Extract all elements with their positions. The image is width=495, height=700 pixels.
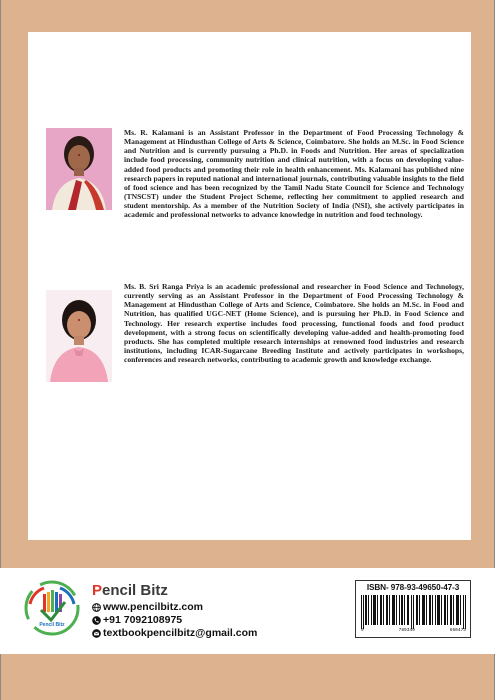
portrait-image — [46, 290, 112, 382]
email-link[interactable]: textbookpencilbitz@gmail.com — [103, 627, 258, 639]
publisher-name-initial: P — [92, 582, 103, 599]
author-photo-kalamani — [46, 128, 112, 210]
pencil-bitz-logo — [24, 580, 80, 636]
publisher-name — [92, 582, 257, 599]
publisher-footer — [0, 568, 495, 654]
phone-row — [92, 614, 257, 627]
globe-icon — [92, 603, 101, 612]
website-row — [92, 601, 257, 614]
website-link[interactable]: www.pencilbitz.com — [103, 601, 203, 613]
isbn-barcode-box — [355, 580, 471, 638]
barcode-digit-group: 650473 — [449, 628, 466, 633]
author-bio-text: Ms. B. Sri Ranga Priya is an academic professional and researcher in Food Science and Technology, currently serving as an Assistant Professor in the Department of Food Processing Technology & Management at Hindusthan College of Arts and Science, Coimbatore. She holds an M.Sc. in Food and Nutrition, has qualified UGC-NET (Home Science), and is pursuing her Ph.D. in Food Science and Technology. Her research expertise includes food processing, functional foods and food product development, with a strong focus on scientifically developing value-added and health-promoting food products. She has completed multiple research internships at renowned food industries and research institutions, including ICAR-Sugarcane Breeding Institute and actively participates in workshops, conferences and research networks, contributing to academic growth and knowledge exchange. — [124, 282, 464, 365]
phone-number[interactable]: +91 7092108975 — [103, 614, 183, 626]
phone-icon — [92, 616, 101, 625]
author-bio-panel — [28, 32, 471, 540]
barcode-image — [361, 595, 466, 629]
portrait-image — [46, 128, 112, 210]
barcode-digit-group: 789349 — [398, 628, 415, 633]
publisher-info — [92, 582, 257, 640]
email-icon — [92, 629, 101, 638]
logo-icon — [24, 580, 80, 636]
isbn-label: ISBN- 978-93-49650-47-3 — [366, 583, 460, 592]
author-photo-sri-ranga-priya — [46, 290, 112, 382]
barcode-digits — [361, 628, 466, 633]
barcode-digit-group: 9 — [361, 628, 364, 633]
email-row — [92, 627, 257, 640]
publisher-name-rest: encil Bitz — [102, 582, 168, 599]
author-bio-text: Ms. R. Kalamani is an Assistant Professor in the Department of Food Processing Technology & Management at Hindusthan College of Arts & Science, Coimbatore. She holds an M.Sc. in Food Science and Nutrition and is currently pursuing a Ph.D. in Foods and Nutrition. Her areas of specialization include food processing, community nutrition and clinical nutrition, with a focus on developing value-added food products and promoting their role in health enhancement. Ms. Kalamani has published nine research papers in reputed national and international journals, contributing valuable insights to the field of food science and has been recognized by the Tamil Nadu State Council for Science and Technology (TNSCST) under the Student Project Scheme, reflecting her commitment to applied research and student mentorship. As a member of the Nutrition Society of India (NSI), she actively participates in academic and professional networks to advance knowledge in nutrition and food technology. — [124, 128, 464, 220]
logo-text: Pencil Bitz — [39, 622, 65, 628]
